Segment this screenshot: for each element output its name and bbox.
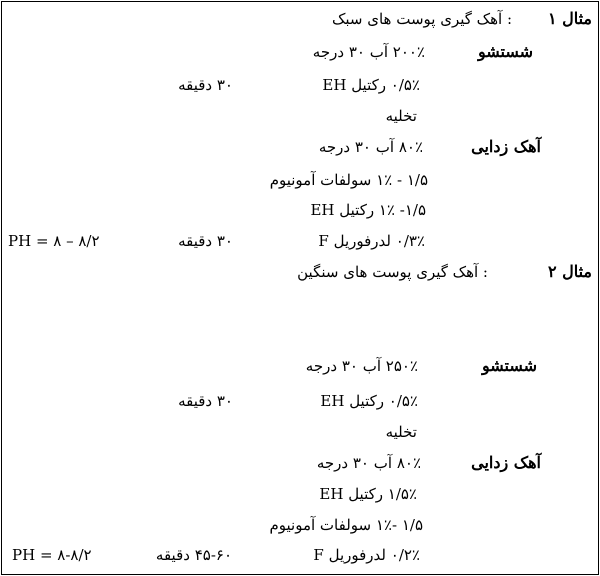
example2-wash-water: ۲۵۰٪ آب ۳۰ درجه [305, 357, 418, 375]
example2-deliming-time: ۴۵-۶۰ دقیقه [155, 546, 232, 564]
example2-deliming-heading: آهک زدایی [471, 453, 541, 472]
example2-deliming-water: ۸۰٪ آب ۳۰ درجه [316, 454, 421, 472]
example1-wash-heading: شستشو [477, 42, 533, 61]
example1-deliming-eh: ۱/۵- ۱٪ رکتیل EH [310, 201, 426, 219]
example2-deliming-eh: ۱/۵٪ رکتیل EH [319, 485, 417, 503]
example2-wash-time: ۳۰ دقیقه [178, 392, 233, 410]
example1-wash-time: ۳۰ دقیقه [178, 76, 233, 94]
example1-deliming-water: ۸۰٪ آب ۳۰ درجه [318, 138, 423, 156]
example2-deliming-f: ۰/۲٪ لدرفوریل F [313, 546, 420, 564]
example1-wash-water: ۲۰۰٪ آب ۳۰ درجه [312, 43, 425, 61]
example1-wash-eh: ۰/۵٪ رکتیل EH [322, 76, 420, 94]
example2-label: مثال ۲ [547, 262, 592, 281]
document-frame [1, 1, 599, 575]
example1-deliming-f: ۰/۳٪ لدرفوریل F [318, 232, 425, 250]
example1-label: مثال ۱ [547, 9, 592, 28]
example1-deliming-ammonium: ۱/۵ - ۱٪ سولفات آمونیوم [269, 171, 428, 189]
example2-wash-drain: تخلیه [385, 423, 417, 441]
example2-deliming-ph: PH = ۸-۸/۲ [12, 546, 92, 564]
example2-title: : آهک گیری پوست های سنگین [297, 263, 488, 281]
example2-wash-eh: ۰/۵٪ رکتیل EH [320, 392, 418, 410]
example1-deliming-time: ۳۰ دقیقه [178, 232, 233, 250]
example1-deliming-ph: PH = ۸ – ۸/۲ [8, 232, 100, 250]
example1-wash-drain: تخلیه [385, 107, 417, 125]
example1-deliming-heading: آهک زدایی [471, 137, 541, 156]
example2-deliming-ammonium: ۱/۵ -۱٪ سولفات آمونیوم [269, 516, 423, 534]
example1-title: : آهک گیری پوست های سبک [331, 10, 512, 28]
example2-wash-heading: شستشو [481, 356, 537, 375]
